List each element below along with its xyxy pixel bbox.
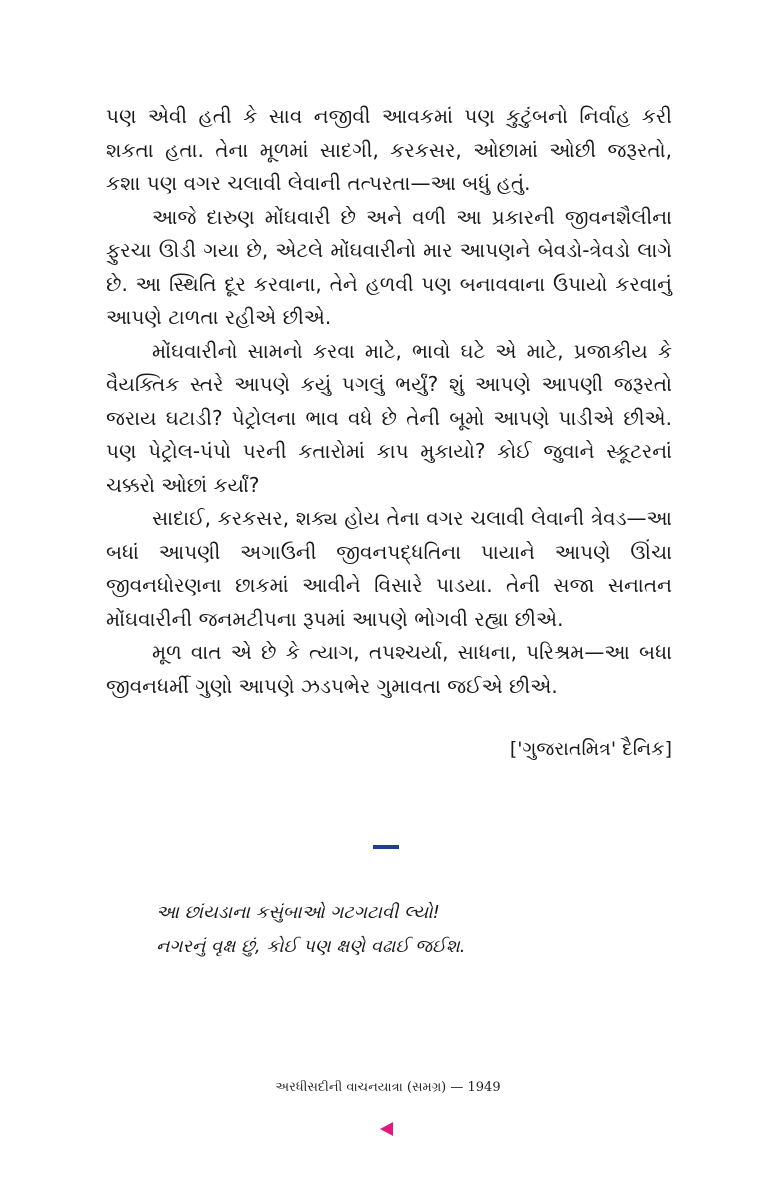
paragraph: સાદાઈ, કરકસર, શક્ય હોય તેના વગર ચલાવી લેવાની ત્રેવડ—આ બધાં આપણી અગાઉની જીવનપદ્ધતિના પાયાને આપણે ઊંચા જીવનધોરણના છાકમાં આવીને વિસારે પાડયા. તેની સજા સનાતન મોંઘવારીની જનમટીપના રૂપમાં આપણે ભોગવી રહ્યા છીએ. xyxy=(106,506,672,631)
page-footer: અરધીસદીની વાચનયાત્રા (સમગ્ર) — 1949 xyxy=(275,1080,501,1095)
paragraph: આજે દારુણ મોંઘવારી છે અને વળી આ પ્રકારની જીવનશૈલીના ફુરચા ઊડી ગયા છે, એટલે મોંઘવારીનો માર આપણને બેવડો-ત્રેવડો લાગે છે. આ સ્થિતિ દૂર કરવાના, તેને હળવી પણ બનાવવાના ઉપાયો કરવાનું આપણે ટાળતા રહીએ છીએ. xyxy=(106,204,672,329)
poem-line: નગરનું વૃક્ષ છું, કોઈ પણ ક્ષણે વઢાઈ જઈશ. xyxy=(156,936,466,957)
section-divider xyxy=(373,845,399,849)
paragraph-continued: પણ એવી હતી કે સાવ નજીવી આવકમાં પણ કુટુંબનો નિર્વાહ કરી શકતા હતા. તેના મૂળમાં સાદગી, કરકસર, ઓછામાં ઓછી જરૂરતો, કશા પણ વગર ચલાવી લેવાની તત્પરતા—આ બધું હતું. xyxy=(106,104,672,195)
article-body xyxy=(106,100,672,703)
source-citation: ['ગુજરાતમિત્ર' દૈનિક] xyxy=(509,738,672,760)
poem-couplet xyxy=(156,896,656,964)
previous-page-arrow-icon[interactable] xyxy=(380,1122,393,1136)
paragraph: મૂળ વાત એ છે કે ત્યાગ, તપશ્ચર્યા, સાધના, પરિશ્રમ—આ બધા જીવનધર્મી ગુણો આપણે ઝડપભેર ગુમાવતા જઈએ છીએ. xyxy=(106,640,672,698)
paragraph: મોંઘવારીનો સામનો કરવા માટે, ભાવો ઘટે એ માટે, પ્રજાકીય કે વૈયક્તિક સ્તરે આપણે કયું પગલું ભર્યું? શું આપણે આપણી જરૂરતો જરાય ઘટાડી? પેટ્રોલના ભાવ વધે છે તેની બૂમો આપણે પાડીએ છીએ. પણ પેટ્રોલ-પંપો પરની કતારોમાં કાપ મુકાયો? કોઈ જુવાને સ્કૂટરનાં ચક્કરો ઓછાં કર્યાં? xyxy=(106,338,672,497)
poem-line: આ છાંયડાના કસુંબાઓ ગટગટાવી લ્યો! xyxy=(156,902,440,923)
